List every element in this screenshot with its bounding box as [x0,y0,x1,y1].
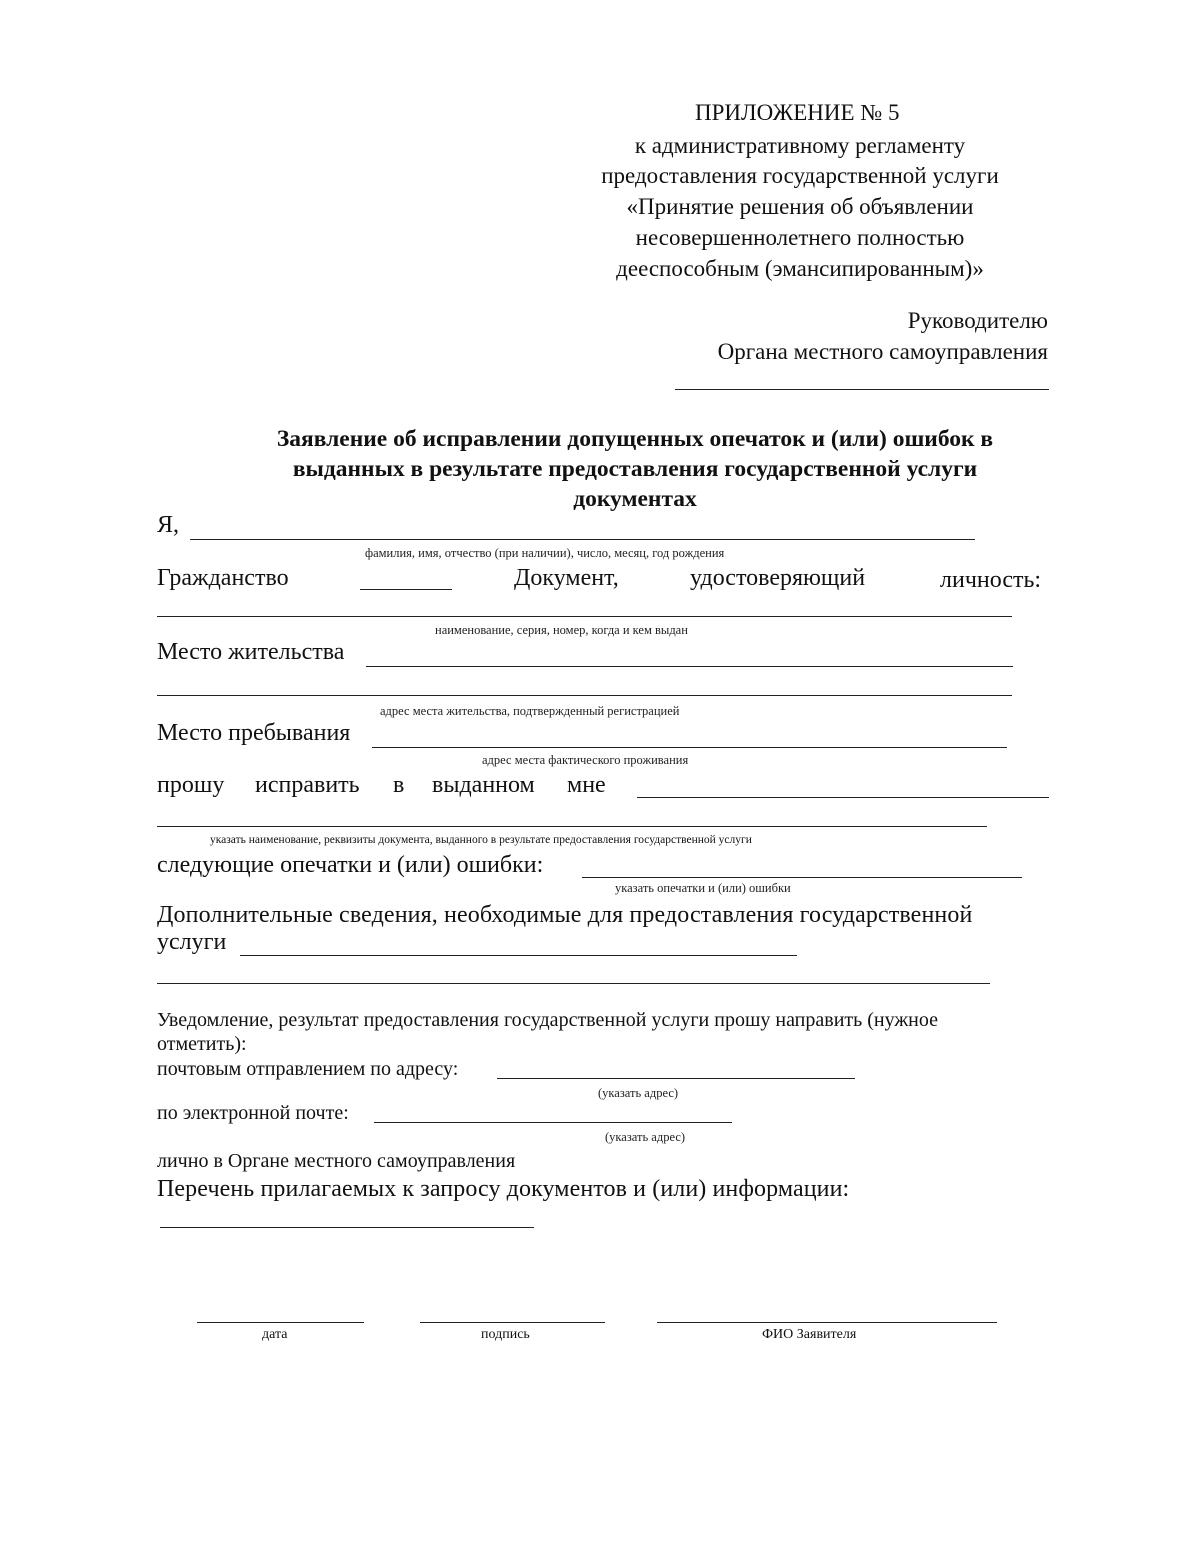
notification-label: Уведомление, результат предоставления государственной услуги прошу направить (нужное [157,1009,939,1031]
identity-document-hint: наименование, серия, номер, когда и кем выдан [435,623,688,637]
appendix-line: дееспособным (эмансипированным)» [616,256,984,281]
additional-info-field-continued[interactable] [157,983,990,984]
appendix-line: предоставления государственной услуги [601,163,999,188]
request-word: прошу [157,772,225,798]
post-address-hint: (указать адрес) [598,1086,679,1100]
residence-field[interactable] [366,666,1013,667]
errors-field[interactable] [582,877,1022,878]
document-title-line-2: выданных в результате предоставления государственной услуги [292,456,978,482]
in-person-option-label: лично в Органе местного самоуправления [157,1150,516,1172]
document-label-word: Документ, [514,565,619,591]
email-option-label: по электронной почте: [157,1102,349,1124]
citizenship-label: Гражданство [157,565,289,591]
document-hint: указать наименование, реквизиты документа, выданного в результате предоставления государственной услуги [210,834,752,846]
post-option-label: почтовым отправлением по адресу: [157,1058,459,1080]
applicant-hint: фамилия, имя, отчество (при наличии), число, месяц, год рождения [365,546,725,560]
attachments-label: Перечень прилагаемых к запросу документов и (или) информации: [157,1176,850,1202]
applicant-name-field[interactable] [190,539,975,540]
post-address-field[interactable] [497,1078,855,1079]
date-field[interactable] [197,1322,364,1323]
request-word: выданном [432,772,535,798]
request-word: в [393,772,405,798]
errors-label: следующие опечатки и (или) ошибки: [157,852,544,878]
email-hint: (указать адрес) [605,1130,686,1144]
date-label: дата [262,1327,288,1342]
applicant-label: Я, [157,512,180,538]
residence-field-continued[interactable] [157,695,1012,696]
identity-document-field[interactable] [157,616,1012,617]
applicant-fullname-label: ФИО Заявителя [762,1327,857,1342]
document-field-continued[interactable] [157,826,987,827]
recipient-name-field[interactable] [675,389,1049,390]
recipient-title: Руководителю [907,308,1048,333]
attachments-field[interactable] [160,1227,534,1228]
notification-label-continued: отметить): [157,1033,247,1055]
residence-hint: адрес места жительства, подтвержденный регистрацией [380,704,680,718]
residence-label: Место жительства [157,639,345,665]
signature-field[interactable] [420,1322,605,1323]
signature-label: подпись [481,1327,530,1342]
additional-info-field[interactable] [240,955,797,956]
appendix-line: несовершеннолетнего полностью [635,225,965,250]
citizenship-field[interactable] [360,589,452,590]
document-field[interactable] [637,797,1049,798]
recipient-organization: Органа местного самоуправления [717,339,1048,364]
email-field[interactable] [374,1122,732,1123]
stay-field[interactable] [372,747,1007,748]
appendix-number: ПРИЛОЖЕНИЕ № 5 [695,100,900,125]
document-label-word: удостоверяющий [690,565,866,591]
applicant-fullname-field[interactable] [657,1322,997,1323]
appendix-line: к административному регламенту [634,133,966,158]
additional-info-label: Дополнительные сведения, необходимые для предоставления государственной [157,902,973,928]
stay-label: Место пребывания [157,720,351,746]
document-title-line-1: Заявление об исправлении допущенных опечаток и (или) ошибок в [276,426,994,452]
document-label-word: личность: [940,567,1042,593]
document-title-line-3: документах [573,486,697,512]
appendix-line: «Принятие решения об объявлении [626,194,974,219]
errors-hint: указать опечатки и (или) ошибки [615,881,791,895]
request-word: мне [567,772,606,798]
additional-info-label-continued: услуги [157,929,227,955]
request-word: исправить [255,772,360,798]
stay-hint: адрес места фактического проживания [482,753,689,767]
